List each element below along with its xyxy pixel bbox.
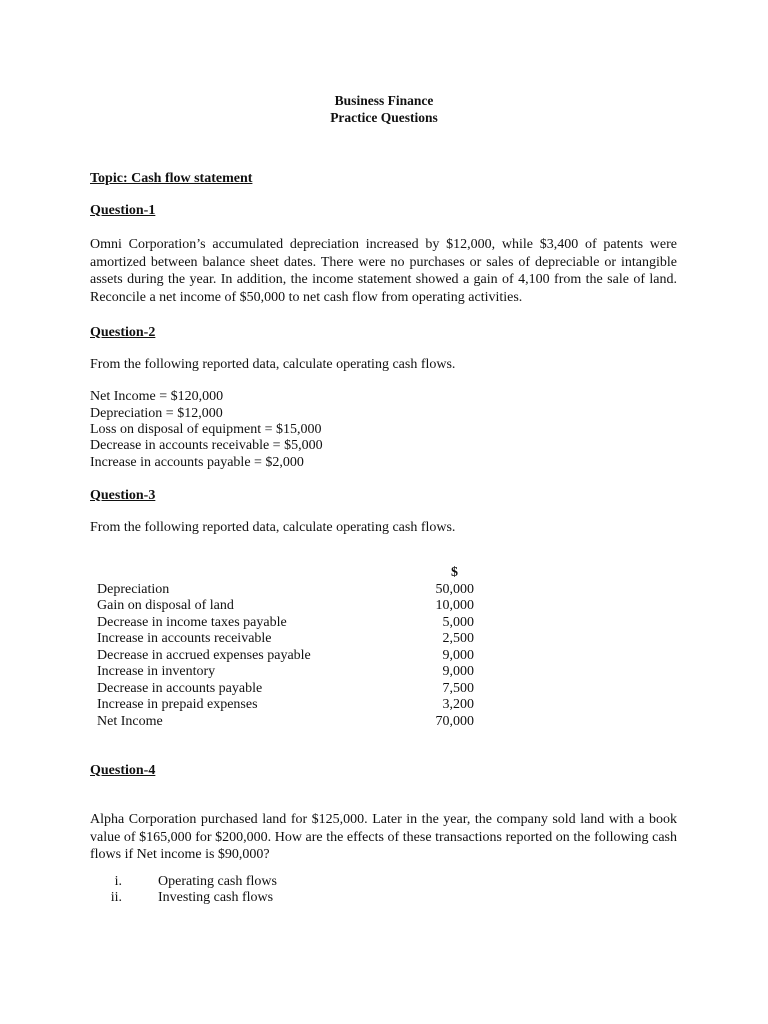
table-row-label: Gain on disposal of land xyxy=(97,598,234,613)
question-2-item: Increase in accounts payable = $2,000 xyxy=(90,455,304,470)
table-row-value: 3,200 xyxy=(442,697,474,712)
table-row-value: 2,500 xyxy=(442,631,474,646)
topic-heading: Topic: Cash flow statement xyxy=(90,171,253,186)
table-row-value: 50,000 xyxy=(435,582,474,597)
question-4-heading: Question-4 xyxy=(90,763,156,778)
table-row-label: Decrease in accrued expenses payable xyxy=(97,648,311,663)
table-row-value: 10,000 xyxy=(435,598,474,613)
table-row-label: Increase in prepaid expenses xyxy=(97,697,258,712)
table-row-label: Net Income xyxy=(97,714,163,729)
question-1-text: Omni Corporation’s accumulated depreciation increased by $12,000, while $3,400 of patents were amortized between balance sheet dates. There were no purchases or sales of depreciable or intangible assets during the year. In addition, the income statement showed a gain of 4,100 from the sale of land. Reconcile a net income of $50,000 to net cash flow from operating activities. xyxy=(90,237,677,305)
question-2-item: Decrease in accounts receivable = $5,000 xyxy=(90,438,323,453)
question-3-heading: Question-3 xyxy=(90,488,156,503)
question-2-item: Net Income = $120,000 xyxy=(90,389,224,404)
list-item-text: Investing cash flows xyxy=(158,890,274,905)
question-3-intro: From the following reported data, calculate operating cash flows. xyxy=(90,520,456,535)
currency-column-header: $ xyxy=(451,565,458,580)
table-row-value: 9,000 xyxy=(442,648,474,663)
question-2-item: Loss on disposal of equipment = $15,000 xyxy=(90,422,322,437)
question-4-text: Alpha Corporation purchased land for $125,000. Later in the year, the company sold land with a book value of $165,000 for $200,000. How are the effects of these transactions reported on the following cash flows if Net income is $90,000? xyxy=(90,812,677,862)
table-row-label: Decrease in income taxes payable xyxy=(97,615,287,630)
table-row-value: 9,000 xyxy=(442,664,474,679)
question-2-heading: Question-2 xyxy=(90,325,156,340)
table-row-label: Decrease in accounts payable xyxy=(97,681,263,696)
table-row-label: Increase in accounts receivable xyxy=(97,631,272,646)
list-item-text: Operating cash flows xyxy=(158,874,277,889)
list-item-number: ii. xyxy=(110,890,122,905)
table-row-label: Increase in inventory xyxy=(97,664,216,679)
question-2-item: Depreciation = $12,000 xyxy=(90,406,223,421)
question-2-intro: From the following reported data, calculate operating cash flows. xyxy=(90,357,456,372)
table-row-value: 7,500 xyxy=(442,681,474,696)
question-1-heading: Question-1 xyxy=(90,203,156,218)
list-item-number: i. xyxy=(114,874,122,889)
document-title: Business Finance xyxy=(334,93,434,108)
table-row-value: 70,000 xyxy=(435,714,474,729)
table-row-value: 5,000 xyxy=(442,615,474,630)
table-row-label: Depreciation xyxy=(97,582,170,597)
document-subtitle: Practice Questions xyxy=(330,110,438,125)
